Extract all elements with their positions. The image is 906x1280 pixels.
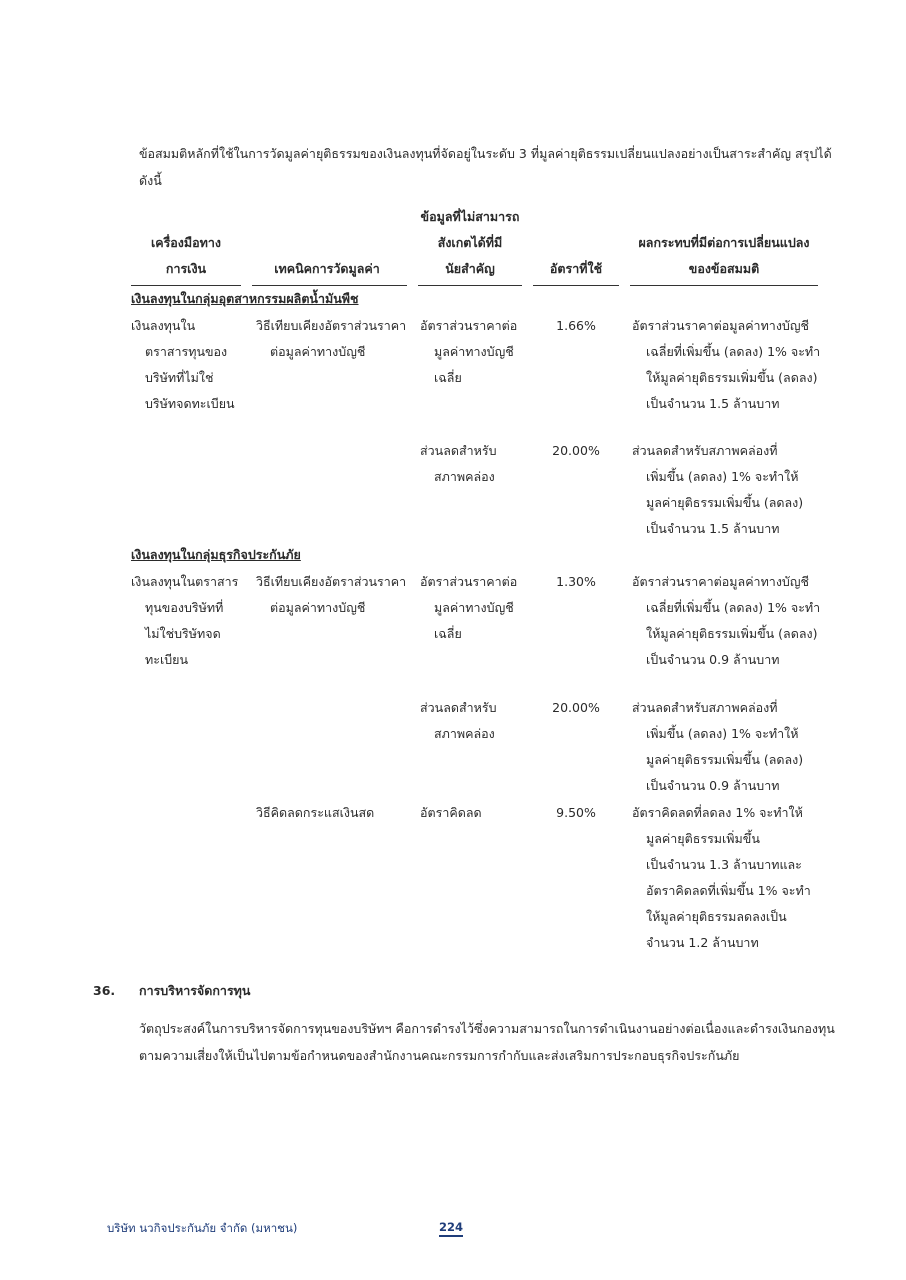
- header-instrument-line-1: เครื่องมือทาง: [150, 235, 222, 250]
- header-inputs-line-2: สังเกตได้ที่มี: [437, 235, 503, 250]
- header-technique-line-1: เทคนิคการวัดมูลค่า: [274, 261, 380, 276]
- effect-line: เป็นจำนวน 0.9 ล้านบาท: [646, 778, 780, 793]
- technique-cell: [256, 313, 406, 365]
- effect-line: ให้มูลค่ายุติธรรมเพิ่มขึ้น (ลดลง): [646, 370, 818, 385]
- input-line: เฉลี่ย: [434, 626, 462, 641]
- header-sensitivity-line-1: ผลกระทบที่มีต่อการเปลี่ยนแปลง: [638, 235, 810, 250]
- effect-line: ให้มูลค่ายุติธรรมเพิ่มขึ้น (ลดลง): [646, 626, 818, 641]
- input-cell: [420, 313, 517, 391]
- section-title-vegetable-oil: เงินลงทุนในกลุ่มอุตสาหกรรมผลิตน้ำมันพืช: [131, 291, 359, 306]
- header-sensitivity: [630, 230, 818, 282]
- input-cell: [420, 800, 482, 826]
- effect-line: มูลค่ายุติธรรมเพิ่มขึ้น (ลดลง): [646, 752, 804, 767]
- header-rule-sensitivity: [630, 285, 818, 286]
- effect-line: ส่วนลดสำหรับสภาพคล่องที่: [632, 443, 778, 458]
- input-cell: [420, 695, 497, 747]
- header-rule-inputs: [418, 285, 522, 286]
- header-rate-line-1: อัตราที่ใช้: [549, 261, 603, 276]
- effect-line: เพิ่มขึ้น (ลดลง) 1% จะทำให้: [646, 469, 799, 484]
- effect-line: ส่วนลดสำหรับสภาพคล่องที่: [632, 700, 778, 715]
- effect-line: มูลค่ายุติธรรมเพิ่มขึ้น (ลดลง): [646, 495, 804, 510]
- input-cell: [420, 569, 517, 647]
- header-inputs: [418, 204, 522, 282]
- header-instrument-line-2: การเงิน: [165, 261, 207, 276]
- header-sensitivity-line-2: ของข้อสมมติ: [688, 261, 760, 276]
- input-line: ส่วนลดสำหรับ: [420, 700, 497, 715]
- input-line: มูลค่าทางบัญชี: [434, 600, 514, 615]
- section-36-number: 36.: [93, 983, 116, 998]
- input-line: ส่วนลดสำหรับ: [420, 443, 497, 458]
- page-number: 224: [439, 1220, 463, 1237]
- effect-line: อัตราคิดลดที่ลดลง 1% จะทำให้: [632, 805, 803, 820]
- header-rule-rate: [533, 285, 619, 286]
- technique-line: วิธีเทียบเคียงอัตราส่วนราคา: [256, 318, 407, 333]
- header-technique: [252, 256, 402, 282]
- effect-cell: [632, 313, 820, 417]
- effect-line: อัตราคิดลดที่เพิ่มขึ้น 1% จะทำ: [646, 883, 811, 898]
- effect-line: จำนวน 1.2 ล้านบาท: [646, 935, 759, 950]
- effect-line: เพิ่มขึ้น (ลดลง) 1% จะทำให้: [646, 726, 799, 741]
- input-line: สภาพคล่อง: [434, 726, 495, 741]
- rate-value: 9.50%: [556, 805, 596, 820]
- instrument-line: ทะเบียน: [145, 652, 189, 667]
- header-rule-technique: [252, 285, 407, 286]
- instrument-line: บริษัทที่ไม่ใช่: [145, 370, 214, 385]
- effect-cell: [632, 800, 811, 956]
- effect-cell: [632, 438, 803, 542]
- input-line: อัตราส่วนราคาต่อ: [420, 318, 518, 333]
- section-36-title: การบริหารจัดการทุน: [139, 983, 251, 998]
- effect-line: เฉลี่ยที่เพิ่มขึ้น (ลดลง) 1% จะทำ: [646, 600, 821, 615]
- technique-cell: [256, 569, 406, 621]
- instrument-vegetable-oil: [131, 313, 235, 417]
- technique-line: ต่อมูลค่าทางบัญชี: [270, 344, 366, 359]
- header-instrument: [131, 230, 241, 282]
- effect-cell: [632, 569, 820, 673]
- input-line: เฉลี่ย: [434, 370, 462, 385]
- intro-paragraph: ข้อสมมติหลักที่ใช้ในการวัดมูลค่ายุติธรรมของเงินลงทุนที่จัดอยู่ในระดับ 3 ที่มูลค่ายุติธรรมเปลี่ยนแปลงอย่างเป็นสาระสำคัญ สรุปได้ดังนี้: [139, 146, 832, 188]
- effect-line: อัตราส่วนราคาต่อมูลค่าทางบัญชี: [632, 574, 810, 589]
- header-inputs-line-3: นัยสำคัญ: [445, 261, 495, 276]
- technique-line: วิธีคิดลดกระแสเงินสด: [256, 805, 375, 820]
- technique-line: ต่อมูลค่าทางบัญชี: [270, 600, 366, 615]
- rate-value: 20.00%: [552, 443, 600, 458]
- section-title-insurance: เงินลงทุนในกลุ่มธุรกิจประกันภัย: [131, 547, 301, 562]
- input-line: มูลค่าทางบัญชี: [434, 344, 514, 359]
- section-36-paragraph: วัตถุประสงค์ในการบริหารจัดการทุนของบริษัทฯ คือการดำรงไว้ซึ่งความสามารถในการดำเนินงานอย่างต่อเนื่องและดำรงเงินกองทุนตามความเสี่ยงให้เป็นไปตามข้อกำหนดของสำนักงานคณะกรรมการกำกับและส่งเสริมการประกอบธุรกิจประกันภัย: [139, 1021, 835, 1063]
- input-cell: [420, 438, 497, 490]
- technique-cell: [256, 800, 374, 826]
- instrument-line: เงินลงทุนในตราสาร: [131, 574, 239, 589]
- instrument-insurance: [131, 569, 238, 673]
- header-rule-instrument: [131, 285, 241, 286]
- technique-line: วิธีเทียบเคียงอัตราส่วนราคา: [256, 574, 407, 589]
- input-line: อัตราคิดลด: [420, 805, 482, 820]
- effect-line: ให้มูลค่ายุติธรรมลดลงเป็น: [646, 909, 787, 924]
- effect-line: มูลค่ายุติธรรมเพิ่มขึ้น: [646, 831, 760, 846]
- input-line: สภาพคล่อง: [434, 469, 495, 484]
- effect-line: เป็นจำนวน 0.9 ล้านบาท: [646, 652, 780, 667]
- header-rate: [533, 256, 619, 282]
- instrument-line: เงินลงทุนใน: [131, 318, 196, 333]
- input-line: อัตราส่วนราคาต่อ: [420, 574, 518, 589]
- effect-line: เป็นจำนวน 1.5 ล้านบาท: [646, 396, 780, 411]
- instrument-line: ทุนของบริษัทที่: [145, 600, 224, 615]
- effect-line: เฉลี่ยที่เพิ่มขึ้น (ลดลง) 1% จะทำ: [646, 344, 821, 359]
- rate-value: 1.66%: [556, 318, 596, 333]
- effect-line: อัตราส่วนราคาต่อมูลค่าทางบัญชี: [632, 318, 810, 333]
- footer-company-name: บริษัท นวกิจประกันภัย จำกัด (มหาชน): [107, 1221, 298, 1235]
- instrument-line: บริษัทจดทะเบียน: [145, 396, 235, 411]
- header-inputs-line-1: ข้อมูลที่ไม่สามารถ: [420, 209, 520, 224]
- instrument-line: ตราสารทุนของ: [145, 344, 228, 359]
- rate-value: 1.30%: [556, 574, 596, 589]
- rate-value: 20.00%: [552, 700, 600, 715]
- instrument-line: ไม่ใช่บริษัทจด: [145, 626, 221, 641]
- effect-line: เป็นจำนวน 1.5 ล้านบาท: [646, 521, 780, 536]
- effect-cell: [632, 695, 803, 799]
- effect-line: เป็นจำนวน 1.3 ล้านบาทและ: [646, 857, 802, 872]
